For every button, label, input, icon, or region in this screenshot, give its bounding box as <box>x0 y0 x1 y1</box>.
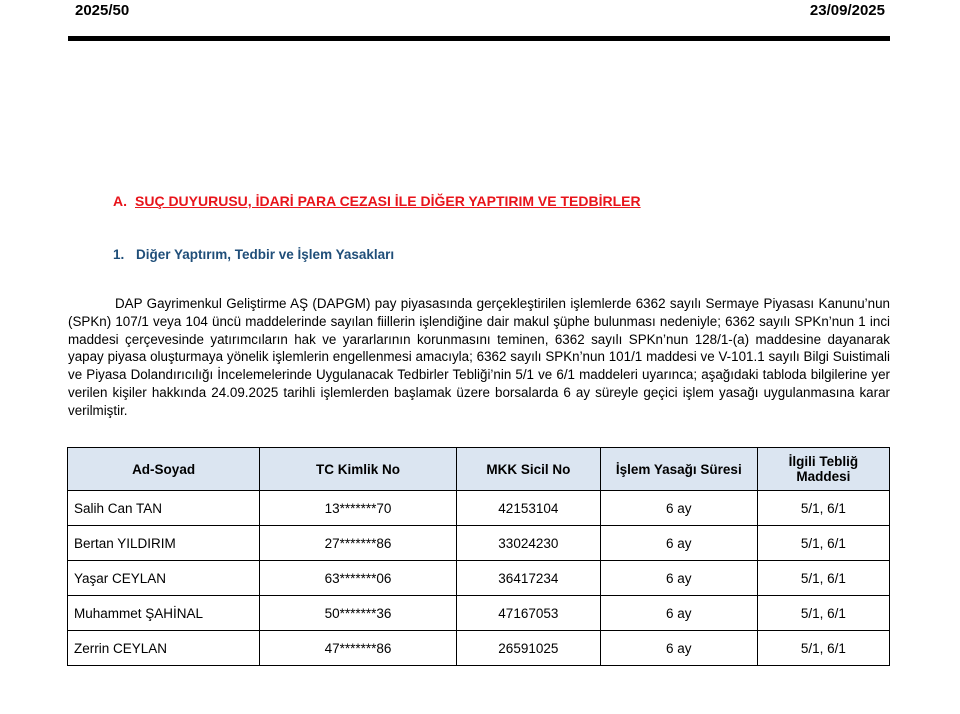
cell-ban-duration: 6 ay <box>600 526 757 561</box>
table-row <box>68 526 890 561</box>
cell-regulation-article: 5/1, 6/1 <box>757 491 889 526</box>
table-header-row <box>68 448 890 491</box>
section-a-title: SUÇ DUYURUSU, İDARİ PARA CEZASI İLE DİĞER YAPTIRIM VE TEDBİRLER <box>135 193 641 209</box>
cell-name: Muhammet ŞAHİNAL <box>68 596 260 631</box>
trading-ban-table <box>67 447 890 666</box>
cell-regulation-article: 5/1, 6/1 <box>757 631 889 666</box>
cell-name: Zerrin CEYLAN <box>68 631 260 666</box>
cell-name: Bertan YILDIRIM <box>68 526 260 561</box>
cell-tc-id: 27*******86 <box>260 526 457 561</box>
cell-tc-id: 50*******36 <box>260 596 457 631</box>
document-date: 23/09/2025 <box>809 2 885 19</box>
section-1-title: Diğer Yaptırım, Tedbir ve İşlem Yasakları <box>136 247 395 262</box>
section-1-heading <box>113 247 394 262</box>
table-row <box>68 561 890 596</box>
cell-ban-duration: 6 ay <box>600 596 757 631</box>
cell-mkk-no: 33024230 <box>456 526 600 561</box>
cell-name: Salih Can TAN <box>68 491 260 526</box>
cell-name: Yaşar CEYLAN <box>68 561 260 596</box>
table-row <box>68 596 890 631</box>
cell-mkk-no: 47167053 <box>456 596 600 631</box>
cell-ban-duration: 6 ay <box>600 631 757 666</box>
cell-mkk-no: 42153104 <box>456 491 600 526</box>
col-header-mkk-no: MKK Sicil No <box>456 448 600 491</box>
col-header-regulation-article: İlgili Tebliğ Maddesi <box>757 448 889 491</box>
cell-ban-duration: 6 ay <box>600 561 757 596</box>
col-header-ban-duration: İşlem Yasağı Süresi <box>600 448 757 491</box>
table-row <box>68 491 890 526</box>
section-1-number: 1. <box>113 247 125 262</box>
cell-mkk-no: 26591025 <box>456 631 600 666</box>
section-a-number: A. <box>113 193 127 209</box>
col-header-tc-id: TC Kimlik No <box>260 448 457 491</box>
cell-regulation-article: 5/1, 6/1 <box>757 526 889 561</box>
cell-tc-id: 63*******06 <box>260 561 457 596</box>
cell-tc-id: 47*******86 <box>260 631 457 666</box>
table-row <box>68 631 890 666</box>
section-a-heading <box>113 193 641 209</box>
decision-paragraph: DAP Gayrimenkul Geliştirme AŞ (DAPGM) pay piyasasında gerçekleştirilen işlemlerde 6362 sayılı Sermaye Piyasası Kanunu’nun (SPKn) 107/1 veya 104 üncü maddelerinde sayılan fiillerin işlendiğine dair makul şüphe bulunması nedeniyle; 6362 sayılı SPKn’nun 1 inci maddesi çerçevesinde yatırımcıların hak ve yararlarının korunmasını teminen, 6362 sayılı SPKn’nun 128/1-(a) maddesine dayanarak yapay piyasa oluşturmaya yönelik işlemlerin engellenmesi amacıyla; 6362 sayılı SPKn’nun 101/1 maddesi ve V-101.1 sayılı Bilgi Suistimali ve Piyasa Dolandırıcılığı İncelemelerinde Uygulanacak Tedbirler Tebliği’nin 5/1 ve 6/1 maddeleri uyarınca; aşağıdaki tabloda bilgilerine yer verilen kişiler hakkında 24.09.2025 tarihli işlemlerden başlamak üzere borsalarda 6 ay süreyle geçici işlem yasağı uygulanmasına karar verilmiştir. <box>68 296 890 418</box>
cell-mkk-no: 36417234 <box>456 561 600 596</box>
col-header-name: Ad-Soyad <box>68 448 260 491</box>
cell-regulation-article: 5/1, 6/1 <box>757 561 889 596</box>
cell-tc-id: 13*******70 <box>260 491 457 526</box>
header-divider <box>68 36 890 41</box>
document-number: 2025/50 <box>75 2 130 19</box>
cell-regulation-article: 5/1, 6/1 <box>757 596 889 631</box>
cell-ban-duration: 6 ay <box>600 491 757 526</box>
